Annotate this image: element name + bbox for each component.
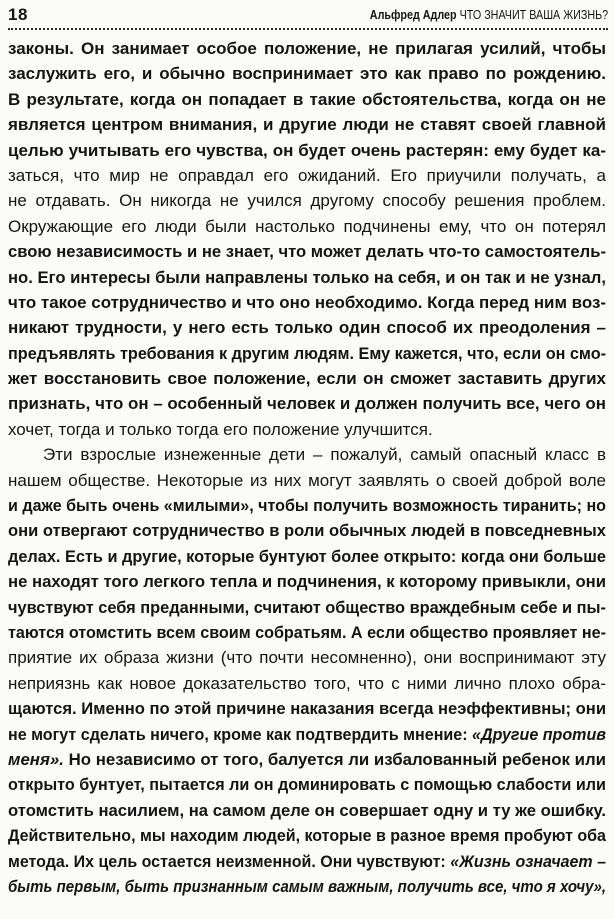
text-line: никают трудности, у него есть только один способ их преодоления – [8,318,606,338]
text-line: таются отомстить всем своим собратьям. А если общество проявляет не- [8,622,607,642]
text-line: предъявлять требования к другим людям. Ему кажется, что, если он смо- [8,343,606,363]
text-line: признать, что он – особенный человек и должен получить все, чего он [8,394,606,414]
text-line: они отвергают сотрудничество в роли обычных людей в повседневных [8,521,607,541]
text-line: не находят того легкого тепла и подчинения, к которому привыкли, они [8,572,607,592]
text-line: чувствуют себя преданными, считают общество враждебным себе и пы- [8,597,606,617]
text-fragment: метода. Их цель остается неизменной. Они чувствуют: [8,851,446,871]
running-head-title: ЧТО ЗНАЧИТ ВАША ЖИЗНЬ? [459,8,608,22]
text-line: неприязнь как новое доказательство того, что с ними лично плохо обра- [8,673,606,693]
italic-quote: быть первым, быть признанным самым важным, получить все, что я хочу», [8,876,607,896]
text-line: жет восстановить свое положение, если он сможет заставить других [8,369,606,389]
running-head [370,5,608,25]
text-line: целью учитывать его чувства, он будет очень растерян: ему будет ка- [8,140,606,160]
text-line: нашем обществе. Некоторые из них могут заявлять о своей доброй воле [8,470,606,490]
text-line: не отдавать. Он никогда не учился другому способу решения проблем. [8,191,606,211]
text-line [8,849,606,874]
page-header [8,4,608,26]
text-line: Окружающие его люди были настолько подчинены ему, что он потерял [8,216,606,236]
text-line: открыто бунтует, пытается ли он доминировать с помощью слабости или [8,775,606,795]
text-line: но. Его интересы были направлены только на себя, и он так и не узнал, [8,267,606,287]
text-line [8,722,606,747]
text-fragment: не могут сделать ничего, кроме как подтвердить мнение: [8,724,468,744]
text-line: законы. Он занимает особое положение, не прилагая усилий, чтобы [8,39,606,58]
text-line: щаются. Именно по этой причине наказания всегда неэффективны; они [8,699,607,719]
page-number: 18 [8,5,28,24]
text-line: Действительно, мы находим людей, которые в разное время пробуют оба [8,826,606,846]
text-line [8,747,606,772]
italic-quote: меня». [8,749,64,769]
text-line: и даже быть очень «милыми», чтобы получить возможность тиранить; но [8,496,607,516]
text-line: свою независимость и не знает, что может делать что-то самостоятель- [8,242,607,262]
text-line: заться, что мир не оправдал его ожиданий. Его приучили получать, а [8,165,606,185]
header-dotted-rule [8,28,608,30]
text-fragment: Но независимо от того, балуется ли избалованный ребенок или [68,749,606,769]
text-line: что такое сотрудничество и что оно необходимо. Когда перед ним воз- [8,292,606,312]
text-line [8,874,606,899]
italic-quote: «Другие против [472,724,606,744]
text-line: является центром внимания, и другие люди не ставят своей главной [8,115,606,135]
text-line: заслужить его, и обычно воспринимает это как право по рождению. [8,64,606,84]
text-line: приятие их образа жизни (что почти несомненно), они воспринимают эту [8,648,606,668]
text-line: отомстить насилием, на самом деле он совершает одну и ту же ошибку. [8,800,606,820]
body-text [8,36,606,899]
text-line: хочет, тогда и только тогда его положение улучшится. [8,419,433,439]
text-line: В результате, когда он попадает в такие обстоятельства, когда он не [8,89,606,109]
running-head-author: Альфред Адлер [369,8,457,22]
text-line: делах. Есть и другие, которые бунтуют более открыто: когда они больше [8,546,606,566]
italic-quote: «Жизнь означает – [450,851,606,871]
paragraph-start-line: Эти взрослые изнеженные дети – пожалуй, самый опасный класс в [43,445,606,465]
